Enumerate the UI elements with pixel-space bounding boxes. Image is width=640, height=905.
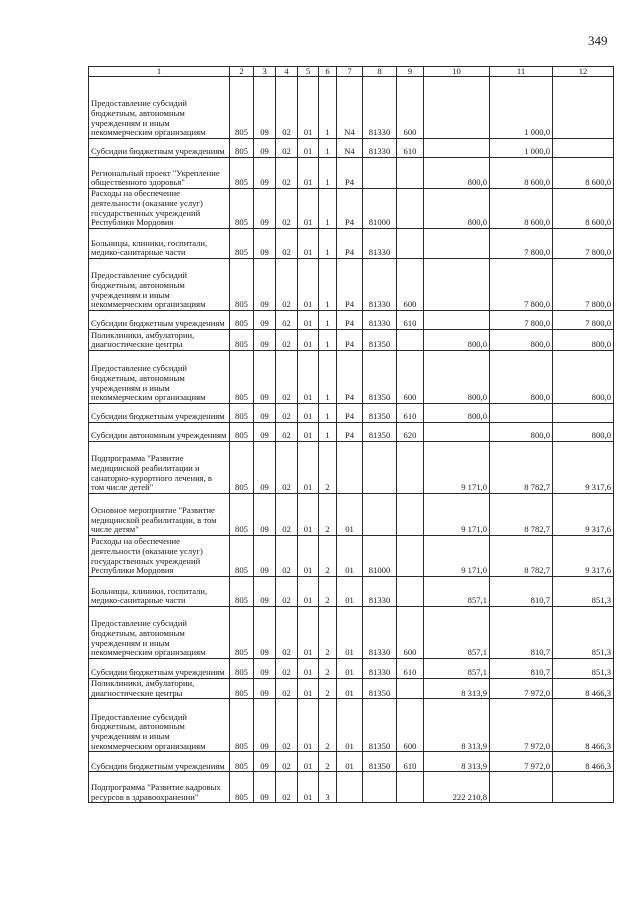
cell-subprogram: 1 [319,259,337,311]
cell-name: Расходы на обеспечение деятельности (оказание услуг) государственных учреждений Республики Мордовия [89,536,230,577]
cell-amount-y1 [424,77,490,139]
cell-chapter: 805 [230,659,254,679]
cell-chapter: 805 [230,330,254,351]
cell-program: 01 [298,77,319,139]
cell-amount-y3: 800,0 [553,351,614,404]
cell-amount-y3: 8 466,3 [553,752,614,772]
cell-program: 01 [298,607,319,659]
cell-chapter: 805 [230,772,254,803]
cell-section: 09 [254,659,276,679]
cell-subsection: 02 [276,77,298,139]
cell-name: Подпрограмма "Развитие кадровых ресурсов в здравоохранении" [89,772,230,803]
table-row [89,189,614,229]
cell-subsection: 02 [276,442,298,494]
cell-chapter: 805 [230,494,254,536]
cell-section: 09 [254,330,276,351]
cell-amount-y1: 800,0 [424,330,490,351]
cell-amount-y3: 851,3 [553,577,614,607]
cell-subprogram: 2 [319,536,337,577]
header-cell: 1 [89,67,230,77]
cell-section: 09 [254,752,276,772]
cell-subsection: 02 [276,536,298,577]
cell-direction: 81000 [363,189,397,229]
cell-expense-type: 600 [397,259,424,311]
cell-subprogram: 1 [319,311,337,330]
cell-subsection: 02 [276,577,298,607]
cell-amount-y2: 7 972,0 [490,752,553,772]
cell-direction: 81350 [363,423,397,442]
cell-event: P4 [337,229,363,259]
cell-section: 09 [254,679,276,699]
cell-amount-y1: 800,0 [424,351,490,404]
cell-name: Субсидии бюджетным учреждениям [89,752,230,772]
cell-section: 09 [254,536,276,577]
cell-program: 01 [298,752,319,772]
table-row [89,259,614,311]
cell-program: 01 [298,229,319,259]
cell-amount-y3 [553,77,614,139]
cell-name: Больницы, клиники, госпитали, медико-санитарные части [89,577,230,607]
cell-amount-y2: 7 800,0 [490,259,553,311]
cell-chapter: 805 [230,699,254,752]
cell-subprogram: 1 [319,404,337,423]
cell-name: Предоставление субсидий бюджетным, автономным учреждениям и иным некоммерческим организациям [89,699,230,752]
cell-name: Предоставление субсидий бюджетным, автономным учреждениям и иным некоммерческим организациям [89,351,230,404]
header-cell: 12 [553,67,614,77]
header-cell: 2 [230,67,254,77]
cell-event: 01 [337,752,363,772]
cell-direction: 81350 [363,752,397,772]
cell-event: P4 [337,423,363,442]
cell-chapter: 805 [230,351,254,404]
cell-subsection: 02 [276,351,298,404]
cell-program: 01 [298,699,319,752]
cell-event: 01 [337,577,363,607]
cell-expense-type: 610 [397,752,424,772]
cell-name: Поликлиники, амбулатории, диагностические центры [89,330,230,351]
table-row [89,158,614,189]
table-row [89,423,614,442]
cell-amount-y1: 800,0 [424,158,490,189]
cell-event: P4 [337,189,363,229]
cell-event [337,772,363,803]
header-row [89,67,614,77]
cell-subsection: 02 [276,330,298,351]
cell-event: P4 [337,311,363,330]
cell-chapter: 805 [230,607,254,659]
cell-amount-y1: 857,1 [424,577,490,607]
cell-name: Основное мероприятие "Развитие медицинской реабилитации, в том числе детям" [89,494,230,536]
cell-amount-y3: 7 800,0 [553,311,614,330]
cell-program: 01 [298,772,319,803]
cell-amount-y3: 800,0 [553,330,614,351]
cell-subsection: 02 [276,189,298,229]
table-row [89,659,614,679]
cell-subsection: 02 [276,772,298,803]
cell-event: 01 [337,659,363,679]
cell-amount-y2: 800,0 [490,351,553,404]
cell-amount-y1: 8 313,9 [424,699,490,752]
cell-expense-type [397,536,424,577]
cell-subsection: 02 [276,699,298,752]
cell-subprogram: 2 [319,699,337,752]
cell-chapter: 805 [230,139,254,158]
cell-amount-y3 [553,139,614,158]
cell-direction: 81350 [363,330,397,351]
cell-section: 09 [254,351,276,404]
table-row [89,139,614,158]
cell-direction: 81330 [363,259,397,311]
cell-section: 09 [254,158,276,189]
table-row [89,536,614,577]
cell-chapter: 805 [230,577,254,607]
cell-chapter: 805 [230,259,254,311]
header-cell: 8 [363,67,397,77]
cell-subprogram: 1 [319,330,337,351]
cell-program: 01 [298,442,319,494]
cell-chapter: 805 [230,679,254,699]
cell-chapter: 805 [230,404,254,423]
cell-amount-y2: 800,0 [490,330,553,351]
cell-event: P4 [337,330,363,351]
cell-subsection: 02 [276,679,298,699]
cell-section: 09 [254,423,276,442]
cell-subsection: 02 [276,311,298,330]
table-row [89,577,614,607]
cell-amount-y1: 857,1 [424,607,490,659]
header-cell: 3 [254,67,276,77]
cell-subprogram: 3 [319,772,337,803]
cell-chapter: 805 [230,158,254,189]
cell-subsection: 02 [276,423,298,442]
cell-name: Поликлиники, амбулатории, диагностические центры [89,679,230,699]
cell-amount-y2: 8 600,0 [490,158,553,189]
cell-amount-y2: 8 782,7 [490,494,553,536]
cell-program: 01 [298,189,319,229]
cell-direction [363,442,397,494]
table-row [89,679,614,699]
cell-amount-y1: 8 313,9 [424,679,490,699]
cell-program: 01 [298,423,319,442]
cell-amount-y2 [490,772,553,803]
cell-amount-y1 [424,423,490,442]
cell-section: 09 [254,189,276,229]
cell-amount-y1: 800,0 [424,189,490,229]
cell-direction [363,772,397,803]
cell-program: 01 [298,536,319,577]
cell-direction: 81330 [363,577,397,607]
header-cell: 10 [424,67,490,77]
cell-expense-type [397,494,424,536]
cell-amount-y1 [424,229,490,259]
table-row [89,772,614,803]
table-row [89,442,614,494]
cell-name: Больницы, клиники, госпитали, медико-санитарные части [89,229,230,259]
cell-chapter: 805 [230,442,254,494]
cell-event: 01 [337,679,363,699]
cell-direction: 81000 [363,536,397,577]
cell-expense-type: 610 [397,311,424,330]
cell-amount-y2: 1 000,0 [490,77,553,139]
cell-amount-y2: 810,7 [490,577,553,607]
cell-subprogram: 2 [319,659,337,679]
cell-expense-type [397,772,424,803]
cell-section: 09 [254,311,276,330]
cell-section: 09 [254,139,276,158]
header-cell: 6 [319,67,337,77]
cell-event: P4 [337,259,363,311]
cell-name: Подпрограмма "Развитие медицинской реабилитации и санаторно-курортного лечения, в том числе детей" [89,442,230,494]
cell-subsection: 02 [276,494,298,536]
budget-table [88,66,614,803]
cell-subsection: 02 [276,659,298,679]
cell-amount-y2: 8 600,0 [490,189,553,229]
cell-subprogram: 1 [319,77,337,139]
cell-amount-y3: 8 466,3 [553,679,614,699]
cell-expense-type: 600 [397,351,424,404]
cell-program: 01 [298,577,319,607]
cell-section: 09 [254,577,276,607]
cell-expense-type: 610 [397,659,424,679]
cell-amount-y2 [490,404,553,423]
cell-chapter: 805 [230,423,254,442]
cell-direction: 81350 [363,351,397,404]
cell-expense-type: 600 [397,699,424,752]
cell-direction: 81330 [363,311,397,330]
cell-section: 09 [254,259,276,311]
cell-direction [363,494,397,536]
cell-event: 01 [337,536,363,577]
cell-event: 01 [337,607,363,659]
cell-expense-type: 610 [397,139,424,158]
cell-subprogram: 2 [319,494,337,536]
cell-program: 01 [298,351,319,404]
cell-amount-y2: 8 782,7 [490,536,553,577]
cell-amount-y3: 9 317,6 [553,536,614,577]
cell-event [337,442,363,494]
cell-event: 01 [337,699,363,752]
cell-chapter: 805 [230,311,254,330]
cell-subprogram: 1 [319,189,337,229]
header-cell: 11 [490,67,553,77]
header-cell: 7 [337,67,363,77]
cell-subsection: 02 [276,259,298,311]
cell-expense-type [397,189,424,229]
cell-amount-y1: 222 210,8 [424,772,490,803]
cell-expense-type [397,679,424,699]
cell-amount-y1: 857,1 [424,659,490,679]
cell-event: P4 [337,351,363,404]
cell-direction: 81330 [363,659,397,679]
cell-expense-type: 600 [397,607,424,659]
cell-expense-type: 620 [397,423,424,442]
cell-direction: 81350 [363,404,397,423]
cell-amount-y3: 851,3 [553,607,614,659]
cell-name: Субсидии бюджетным учреждениям [89,404,230,423]
cell-section: 09 [254,404,276,423]
header-cell: 9 [397,67,424,77]
cell-subprogram: 2 [319,442,337,494]
cell-direction: 81350 [363,679,397,699]
cell-program: 01 [298,311,319,330]
table-row [89,752,614,772]
cell-amount-y3: 800,0 [553,423,614,442]
cell-chapter: 805 [230,189,254,229]
cell-program: 01 [298,494,319,536]
cell-expense-type [397,577,424,607]
cell-name: Региональный проект "Укрепление общественного здоровья" [89,158,230,189]
cell-program: 01 [298,659,319,679]
cell-direction: 81330 [363,607,397,659]
table-row [89,494,614,536]
cell-amount-y2: 7 800,0 [490,311,553,330]
cell-subprogram: 1 [319,229,337,259]
table-row [89,330,614,351]
cell-section: 09 [254,607,276,659]
cell-name: Субсидии автономным учреждениям [89,423,230,442]
cell-amount-y3: 8 466,3 [553,699,614,752]
cell-name: Субсидии бюджетным учреждениям [89,659,230,679]
cell-chapter: 805 [230,229,254,259]
cell-direction [363,158,397,189]
cell-name: Предоставление субсидий бюджетным, автономным учреждениям и иным некоммерческим организациям [89,259,230,311]
cell-name: Субсидии бюджетным учреждениям [89,139,230,158]
cell-amount-y1 [424,311,490,330]
cell-event: N4 [337,139,363,158]
table-row [89,699,614,752]
cell-program: 01 [298,330,319,351]
cell-chapter: 805 [230,536,254,577]
cell-expense-type [397,158,424,189]
cell-amount-y2: 7 972,0 [490,699,553,752]
cell-subprogram: 2 [319,607,337,659]
cell-subsection: 02 [276,158,298,189]
cell-program: 01 [298,404,319,423]
cell-amount-y2: 810,7 [490,607,553,659]
cell-amount-y1: 8 313,9 [424,752,490,772]
cell-program: 01 [298,259,319,311]
cell-subprogram: 1 [319,423,337,442]
cell-amount-y2: 8 782,7 [490,442,553,494]
cell-program: 01 [298,679,319,699]
cell-subprogram: 2 [319,577,337,607]
table-row [89,311,614,330]
cell-subsection: 02 [276,404,298,423]
cell-expense-type [397,229,424,259]
cell-chapter: 805 [230,752,254,772]
cell-event: P4 [337,158,363,189]
cell-subsection: 02 [276,139,298,158]
cell-amount-y2: 800,0 [490,423,553,442]
cell-section: 09 [254,442,276,494]
cell-amount-y1: 9 171,0 [424,536,490,577]
cell-chapter: 805 [230,77,254,139]
cell-subsection: 02 [276,229,298,259]
cell-expense-type: 610 [397,404,424,423]
cell-expense-type: 600 [397,77,424,139]
cell-direction: 81330 [363,77,397,139]
table-row [89,77,614,139]
header-cell: 4 [276,67,298,77]
cell-subsection: 02 [276,607,298,659]
table-body [89,77,614,803]
cell-section: 09 [254,494,276,536]
page-number: 349 [588,33,608,48]
cell-amount-y3: 8 600,0 [553,158,614,189]
cell-section: 09 [254,772,276,803]
cell-amount-y3: 7 800,0 [553,229,614,259]
cell-amount-y3 [553,404,614,423]
cell-event: N4 [337,77,363,139]
cell-amount-y3: 7 800,0 [553,259,614,311]
cell-amount-y2: 7 972,0 [490,679,553,699]
cell-amount-y3: 9 317,6 [553,442,614,494]
table-row [89,404,614,423]
cell-section: 09 [254,229,276,259]
cell-amount-y3 [553,772,614,803]
cell-direction: 81330 [363,229,397,259]
cell-section: 09 [254,699,276,752]
cell-amount-y1: 800,0 [424,404,490,423]
cell-event: 01 [337,494,363,536]
cell-subprogram: 2 [319,679,337,699]
cell-name: Субсидии бюджетным учреждениям [89,311,230,330]
cell-name: Предоставление субсидий бюджетным, автономным учреждениям и иным некоммерческим организациям [89,607,230,659]
cell-amount-y2: 810,7 [490,659,553,679]
cell-subprogram: 1 [319,351,337,404]
table-row [89,607,614,659]
cell-amount-y2: 1 000,0 [490,139,553,158]
cell-amount-y2: 7 800,0 [490,229,553,259]
cell-direction: 81350 [363,699,397,752]
cell-name: Расходы на обеспечение деятельности (оказание услуг) государственных учреждений Республики Мордовия [89,189,230,229]
cell-amount-y1: 9 171,0 [424,494,490,536]
cell-direction: 81330 [363,139,397,158]
cell-program: 01 [298,139,319,158]
cell-amount-y1 [424,259,490,311]
table-row [89,229,614,259]
cell-amount-y3: 851,3 [553,659,614,679]
cell-subprogram: 2 [319,752,337,772]
cell-section: 09 [254,77,276,139]
cell-event: P4 [337,404,363,423]
cell-amount-y3: 9 317,6 [553,494,614,536]
cell-amount-y1 [424,139,490,158]
cell-subprogram: 1 [319,158,337,189]
cell-program: 01 [298,158,319,189]
cell-subprogram: 1 [319,139,337,158]
cell-name: Предоставление субсидий бюджетным, автономным учреждениям и иным некоммерческим организациям [89,77,230,139]
cell-subsection: 02 [276,752,298,772]
cell-expense-type [397,442,424,494]
table-row [89,351,614,404]
cell-expense-type [397,330,424,351]
cell-amount-y3: 8 600,0 [553,189,614,229]
header-cell: 5 [298,67,319,77]
cell-amount-y1: 9 171,0 [424,442,490,494]
